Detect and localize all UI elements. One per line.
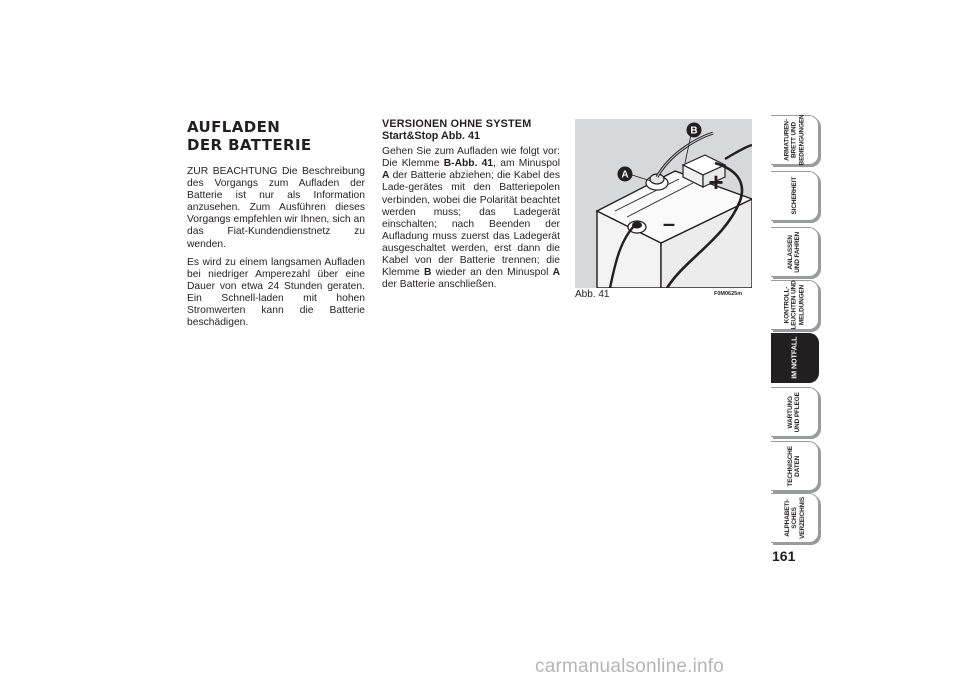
- text-column-right: [382, 118, 560, 297]
- tab-label: ALPHABETI- SCHES VERZEICHNIS: [783, 497, 806, 539]
- tab-im-notfall[interactable]: [771, 333, 819, 383]
- watermark: carmanualsonline.info: [535, 656, 725, 677]
- clamp-b-ref: B: [423, 267, 432, 279]
- subheading: VERSIONEN OHNE SYSTEM: [382, 118, 532, 130]
- procedure-paragraph: Gehen Sie zum Aufladen wie folgt vor: Die Klemme B-Abb. 41, am Minuspol A der Batterie abziehen; die Kabel des Lade-gerätes mit den Batteriepolen verbinden, wobei die Polarität beachtet werden muss; das Ladegerät einschalten; nach Beenden der Aufladung muss zuerst das Ladegerät ausgeschaltet werden, erst dann die Kabel von der Batterie trennen; die Klemme B wieder an den Minuspol A der Batterie anschließen.: [382, 146, 561, 291]
- tab-label: ARMATUREN- BRETT UND BEDIENGUNGEN: [783, 114, 806, 166]
- subheading-figure-ref: Start&Stop Abb. 41: [382, 130, 480, 143]
- tab-anlassen[interactable]: [771, 227, 819, 277]
- minus-sign: –: [662, 211, 676, 236]
- figure-code: F0M0625m: [714, 291, 743, 297]
- figure-ref: B-Abb. 41: [443, 158, 494, 170]
- battery-illustration: [575, 119, 752, 288]
- tab-wartung[interactable]: [771, 387, 819, 437]
- tab-label: KONTROLL- LEUCHTEN UND MELDUNGEN: [783, 280, 806, 330]
- plus-sign: +: [708, 167, 724, 197]
- text-column-left: [187, 166, 365, 335]
- label-a: A: [621, 169, 629, 181]
- figure-caption: Abb. 41: [575, 289, 610, 300]
- page-number: 161: [772, 548, 796, 564]
- tab-sicherheit[interactable]: [771, 171, 819, 221]
- tab-technische-daten[interactable]: [771, 441, 819, 491]
- charging-advice-paragraph: Es wird zu einem langsamen Aufladen bei niedriger Amperezahl über eine Dauer von etwa 24 Stunden geraten. Ein Schnell-laden mit hohen Stromwerten kann die Batterie beschädigen.: [187, 256, 365, 329]
- tab-label: IM NOTFALL: [789, 336, 799, 380]
- tab-label: TECHNISCHE DATEN: [787, 445, 802, 487]
- battery-drawing: [575, 119, 752, 288]
- tab-armaturenbrett[interactable]: [771, 115, 819, 165]
- heading-line-1: AUFLADEN: [187, 118, 281, 136]
- tab-kontrollleuchten[interactable]: [771, 280, 819, 330]
- tab-verzeichnis[interactable]: [771, 493, 819, 543]
- heading-line-2: DER BATTERIE: [187, 136, 312, 154]
- pole-a-ref-2: A: [552, 267, 561, 279]
- tab-label: SICHERHEIT: [790, 177, 798, 215]
- note-paragraph: ZUR BEACHTUNG Die Beschreibung des Vorgangs zum Aufladen der Batterie ist nur als Information anzusehen. Zum Ausführen dieses Vorgangs empfehlen wir Ihnen, sich an das Fiat-Kundendienstnetz zu wenden.: [187, 166, 365, 250]
- pole-a-ref: A: [382, 170, 390, 182]
- tab-label: WARTUNG UND PFLEGE: [787, 391, 802, 433]
- tab-label: ANLASSEN UND FAHREN: [787, 231, 802, 273]
- label-b: B: [690, 125, 698, 137]
- section-heading: [187, 118, 312, 154]
